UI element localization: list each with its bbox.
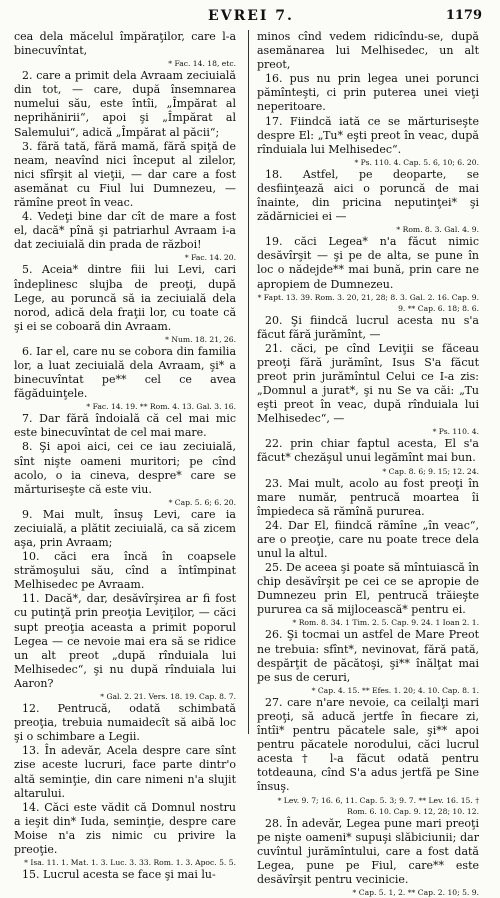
verse-text: 25. De aceea şi poate să mîntuiască în chip desăvîrşit pe cei ce se apropie de Dumnezeu prin El, pentrucă trăieşte pururea ca să mijlocească* pentru ei. xyxy=(257,561,479,617)
verse-text: 4. Vedeţi bine dar cît de mare a fost el, dacă* pînă şi patriarhul Avraam i-a dat zeciuială din prada de război! xyxy=(14,210,236,252)
verse-paragraph xyxy=(14,263,236,333)
verse-paragraph xyxy=(14,592,236,691)
cross-reference: * Fapt. 13. 39. Rom. 3. 20, 21, 28; 8. 3. Gal. 2. 16. Cap. 9. 9. ** Cap. 6. 18; 8. 6. xyxy=(257,292,479,313)
verse-text: 8. Şi apoi aici, cei ce iau zeciuială, sînt nişte oameni muritori; pe cînd acolo, o ia cineva, despre* care se mărturiseşte că este viu. xyxy=(14,440,236,496)
verse-text: 2. care a primit dela Avraam zeciuială din tot, — care, după însemnarea numelui său, este întîi, „Împărat al neprihănirii“, apoi şi „Împărat al Salemului“, adică „Împărat al păcii“; xyxy=(14,69,236,139)
verse-paragraph xyxy=(257,519,479,561)
verse-paragraph xyxy=(257,477,479,519)
verse-text: 3. fără tată, fără mamă, fără spiţă de neam, neavînd nici început al zilelor, nici sfîrşit al vieţii, — dar care a fost asemănat cu Fiul lui Dumnezeu, — rămîne preot în veac. xyxy=(14,139,236,210)
cross-reference: * Num. 18. 21, 26. xyxy=(165,334,236,344)
verse-text: 13. În adevăr, Acela despre care sînt zise aceste lucruri, face parte dintr'o altă seminţie, din care nimeni n'a slujit altarului. xyxy=(14,744,236,800)
verse-paragraph xyxy=(14,801,236,857)
verse-text: 16. pus nu prin legea unei porunci pămînteşti, ci prin puterea unei vieţi neperitoare. xyxy=(257,72,479,114)
verse-text: 27. care n'are nevoie, ca ceilalţi mari preoţi, să aducă jertfe în fiecare zi, întîi* pentru păcatele sale, şi** apoi pentru păcatele norodului, căci lucrul acesta† l-a făcut odată pentru totdeauna, cînd S'a adus jertfă pe Sine însuş. xyxy=(257,695,479,794)
verse-paragraph xyxy=(14,508,236,550)
cross-reference: * Ps. 110. 4. Cap. 5. 6, 10; 6. 20. xyxy=(354,157,479,167)
verse-text: 15. Lucrul acesta se face şi mai lu- xyxy=(22,868,216,882)
verse-text: 22. prin chiar faptul acesta, El s'a făcut* chezăşul unui legămînt mai bun. xyxy=(257,437,479,465)
cross-reference: * Fac. 14. 18, etc. xyxy=(168,59,236,69)
cross-reference: * Lev. 9. 7; 16. 6, 11. Cap. 5. 3; 9. 7. ** Lev. 16. 15. † Rom. 6. 10. Cap. 9. 12, 28; 10. 12. xyxy=(277,795,479,816)
verse-text: 7. Dar fără îndoială că cel mai mic este binecuvîntat de cel mai mare. xyxy=(14,412,236,440)
verse-paragraph xyxy=(257,628,479,684)
cross-reference: * Cap. 4. 15. ** Efes. 1. 20; 4. 10. Cap. 8. 1. xyxy=(311,685,479,695)
verse-text: 28. În adevăr, Legea pune mari preoţi pe nişte oameni* supuşi slăbiciunii; dar cuvîntul jurămîntului, care a fost dată Legea, pune pe Fiul, care** este desăvîrşit pentru vecinicie. xyxy=(257,816,479,886)
verse-paragraph xyxy=(14,412,236,440)
column-divider xyxy=(248,30,249,734)
verse-text: 23. Mai mult, acolo au fost preoţi în mare număr, pentrucă moartea îi împiedeca să rămînă pururea. xyxy=(257,476,479,518)
verse-paragraph xyxy=(14,210,236,252)
verse-paragraph xyxy=(14,744,236,800)
verse-text: 5. Aceia* dintre fiii lui Levi, cari îndeplinesc slujba de preoţi, după Lege, au poruncă să ia zeciuială dela norod, adică dela fraţii lor, cu toate că şi ei se coboară din Avraam. xyxy=(14,263,236,333)
verse-text: minos cînd vedem ridicîndu-se, după asemănarea lui Melhisedec, un alt preot, xyxy=(257,30,479,72)
cross-reference: * Cap. 5. 6; 6. 20. xyxy=(168,497,236,507)
verse-paragraph xyxy=(14,868,236,882)
verse-text: cea dela măcelul împăraţilor, care l-a binecuvîntat, xyxy=(14,30,236,58)
verse-paragraph xyxy=(14,440,236,496)
cross-reference: * Rom. 8. 3. Gal. 4. 9. xyxy=(396,225,479,235)
left-column xyxy=(14,30,236,882)
verse-paragraph xyxy=(14,702,236,744)
verse-paragraph xyxy=(257,72,479,114)
verse-paragraph xyxy=(257,314,479,342)
verse-paragraph xyxy=(257,342,479,427)
verse-paragraph xyxy=(257,696,479,795)
cross-reference: * Isa. 11. 1. Mat. 1. 3. Luc. 3. 33. Rom. 1. 3. Apoc. 5. 5. xyxy=(24,858,236,868)
verse-text: 11. Dacă*, dar, desăvîrşirea ar fi fost cu putinţă prin preoţia Leviţilor, — căci supt preoţia aceasta a primit poporul Legea — ce nevoie mai era să se ridice un alt preot „după rînduiala lui Melhisedec“, şi nu după rînduiala lui Aaron? xyxy=(14,592,236,690)
verse-paragraph xyxy=(14,30,236,58)
cross-reference: * Gal. 2. 21. Vers. 18. 19. Cap. 8. 7. xyxy=(100,692,236,702)
verse-paragraph xyxy=(257,437,479,465)
verse-paragraph xyxy=(14,345,236,401)
verse-text: 19. căci Legea* n'a făcut nimic desăvîrşit — şi pe de alta, se pune în loc o nădejde** mai bună, prin care ne apropiem de Dumnezeu. xyxy=(257,235,479,291)
page-header xyxy=(20,8,482,28)
cross-reference: * Ps. 110. 4. xyxy=(432,427,479,437)
page-number: 1179 xyxy=(445,8,482,23)
verse-text: 9. Mai mult, însuş Levi, care ia zeciuială, a plătit zeciuială, ca să zicem aşa, prin Avraam; xyxy=(14,507,236,549)
verse-paragraph xyxy=(14,69,236,139)
verse-paragraph xyxy=(257,235,479,291)
verse-text: 10. căci era încă în coapsele strămoşului său, cînd a întîmpinat Melhisedec pe Avraam. xyxy=(14,550,236,592)
verse-text: 26. Şi tocmai un astfel de Mare Preot ne trebuia: sfînt*, nevinovat, fără pată, despărţit de păcătoşi, şi** înălţat mai pe sus de ceruri, xyxy=(257,628,479,684)
cross-reference: * Fac. 14. 20. xyxy=(184,253,236,263)
verse-paragraph xyxy=(14,140,236,210)
verse-paragraph xyxy=(257,817,479,887)
cross-reference: * Cap. 5. 1, 2. ** Cap. 2. 10; 5. 9. xyxy=(352,887,479,897)
cross-reference: * Cap. 8. 6; 9. 15; 12. 24. xyxy=(382,466,479,476)
verse-paragraph xyxy=(257,561,479,617)
verse-paragraph xyxy=(257,30,479,72)
verse-text: 17. Fiindcă iată ce se mărturiseşte despre El: „Tu* eşti preot în veac, după rînduiala lui Melhisedec“. xyxy=(257,114,479,156)
verse-text: 6. Iar el, care nu se cobora din familia lor, a luat zeciuială dela Avraam, şi* a binecuvîntat pe** cel ce avea făgăduinţele. xyxy=(14,344,236,401)
cross-reference: * Rom. 8. 34. 1 Tim. 2. 5. Cap. 9. 24. 1 Ioan 2. 1. xyxy=(292,618,479,628)
verse-paragraph xyxy=(257,168,479,224)
cross-reference: * Fac. 14. 19. ** Rom. 4. 13. Gal. 3. 16. xyxy=(86,402,236,412)
verse-text: 20. Şi fiindcă lucrul acesta nu s'a făcut fără jurămînt, — xyxy=(257,313,479,341)
verse-text: 21. căci, pe cînd Leviţii se făceau preoţi fără jurămînt, Isus S'a făcut preot prin jurămîntul Celui ce I-a zis: „Domnul a jurat*, şi nu Se va căi: „Tu eşti preot în veac, după rînduiala lui Melhisedec“, — xyxy=(257,341,479,426)
verse-text: 14. Căci este vădit că Domnul nostru a ieşit din* Iuda, seminţie, despre care Moise n'a zis nimic cu privire la preoţie. xyxy=(14,800,236,856)
chapter-title: EVREI 7. xyxy=(208,8,294,24)
verse-text: 24. Dar El, fiindcă rămîne „în veac“, are o preoţie, care nu poate trece dela unul la altul. xyxy=(257,518,479,560)
verse-text: 18. Astfel, pe deoparte, se desfiinţează aici o poruncă de mai înainte, din pricina neputinţei* şi zădărniciei ei — xyxy=(257,167,479,224)
verse-paragraph xyxy=(14,550,236,592)
verse-paragraph xyxy=(257,115,479,157)
right-column xyxy=(257,30,479,897)
verse-text: 12. Pentrucă, odată schimbată preoţia, trebuia numaidecît să aibă loc şi o schimbare a Legii. xyxy=(14,702,236,744)
